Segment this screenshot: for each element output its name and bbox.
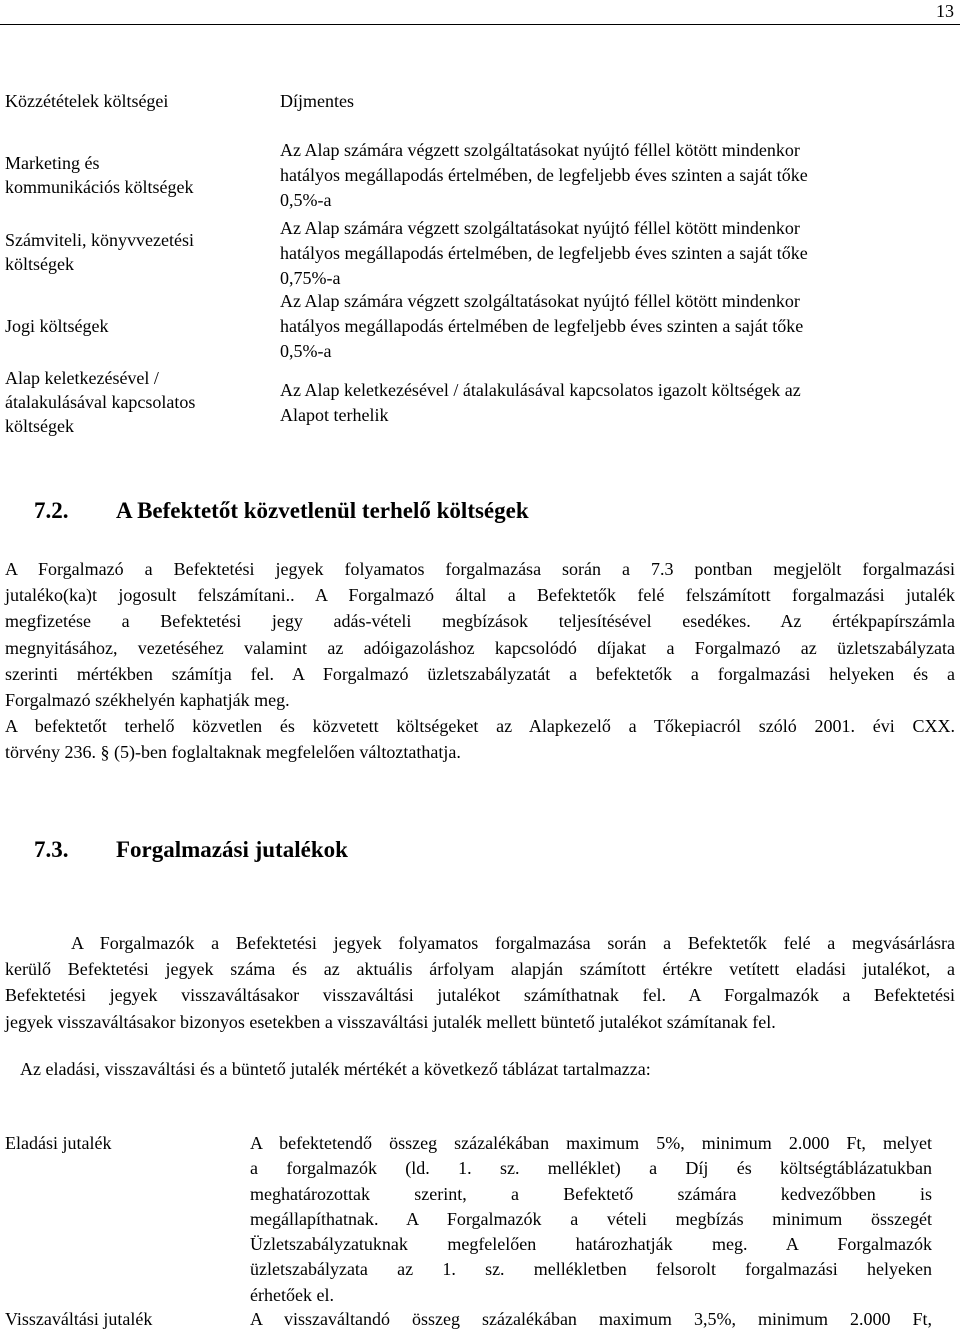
page-number: 13 — [936, 1, 954, 21]
section-heading-7-3 — [34, 836, 348, 864]
cost-value: Az Alap keletkezésével / átalakulásával kapcsolatos igazolt költségek az Alapot terhelik — [280, 380, 801, 425]
fee-label: Visszaváltási jutalék — [5, 1309, 153, 1329]
header-rule — [0, 24, 960, 25]
cost-value: Az Alap számára végzett szolgáltatásokat nyújtó féllel kötött mindenkor hatályos megállapodás értelmében de legfeljebb éves szinten a saját tőke 0,5%-a — [280, 291, 804, 361]
section-7-3-intro: A Forgalmazók a Befektetési jegyek folyamatos forgalmazása során a Befektetők felé a megvásárlásra kerülő Befektetési jegyek száma és az aktuális árfolyam alapján számított értékre vetített eladási jutalékot, a Befektetési jegyek visszaváltásakor visszaváltási jutalékot számíthatnak fel. A Forgalmazók a Befektetési jegyek visszaváltásakor bizonyos esetekben a visszaváltási jutalék mellett büntető jutalékot számítanak fel. — [5, 933, 955, 1032]
section-heading-7-2 — [34, 497, 529, 525]
section-7-2-paragraph: A Forgalmazó a Befektetési jegyek folyamatos forgalmazása során a 7.3 pontban megjelölt forgalmazási jutaléko(ka)t jogosult felszámítani.. A Forgalmazó által a Befektetők felé felszámított forgalmazási jutalék megfizetése a Befektetési jegy adás-vételi megbízások teljesítésével esedékes. Az értékpapírszámla megnyitásához, vezetéséhez valamint az adóigazoláshoz kapcsolódó díjakat a Forgalmazó az üzletszabályzata szerinti mértékben számítja fel. A Forgalmazó üzletszabályzatát a befektetők a forgalmazási helyeken és a Forgalmazó székhelyén kaphatják meg. A befektetőt terhelő közvetlen és közvetett költségeket az Alapkezelő a Tőkepiacról szóló 2001. évi CXX. törvény 236. § (5)-ben foglaltaknak megfelelően változtathatja. — [5, 559, 955, 763]
section-title: Forgalmazási jutalékok — [116, 837, 348, 862]
section-number: 7.2. — [34, 498, 69, 523]
cost-value: Az Alap számára végzett szolgáltatásokat nyújtó féllel kötött mindenkor hatályos megállapodás értelmében, de legfeljebb éves szinten a saját tőke 0,5%-a — [280, 140, 808, 210]
table-intro: Az eladási, visszaváltási és a büntető jutalék mértékét a következő táblázat tartalmazza: — [20, 1059, 651, 1079]
cost-value: Díjmentes — [280, 91, 354, 111]
section-title: A Befektetőt közvetlenül terhelő költségek — [116, 498, 529, 523]
section-number: 7.3. — [34, 837, 69, 862]
cost-label: Marketing és kommunikációs költségek — [5, 153, 194, 197]
cost-label: Jogi költségek — [5, 316, 109, 336]
cost-label: Közzétételek költségei — [5, 91, 169, 111]
fee-description: A befektetendő összeg százalékában maximum 5%, minimum 2.000 Ft, melyet a forgalmazók (ld. 1. sz. melléklet) a Díj és költségtáblázatukban meghatározottak szerint, a Befektető számára kedvezőbben is megállapíthatnak. A Forgalmazók a vételi megbízás minimum összegét Üzletszabályzatuknak megfelelően határozhatják meg. A Forgalmazók üzletszabályzata az 1. sz. mellékletben felsorolt forgalmazási helyeken érhetőek el. — [250, 1133, 932, 1305]
cost-value: Az Alap számára végzett szolgáltatásokat nyújtó féllel kötött mindenkor hatályos megállapodás értelmében, de legfeljebb éves szinten a saját tőke 0,75%-a — [280, 218, 808, 288]
cost-label: Alap keletkezésével / átalakulásával kapcsolatos költségek — [5, 368, 196, 436]
cost-label: Számviteli, könyvvezetési költségek — [5, 230, 194, 274]
fee-label: Eladási jutalék — [5, 1133, 112, 1153]
fee-description: A visszaváltandó összeg százalékában maximum 3,5%, minimum 2.000 Ft, — [250, 1309, 932, 1329]
